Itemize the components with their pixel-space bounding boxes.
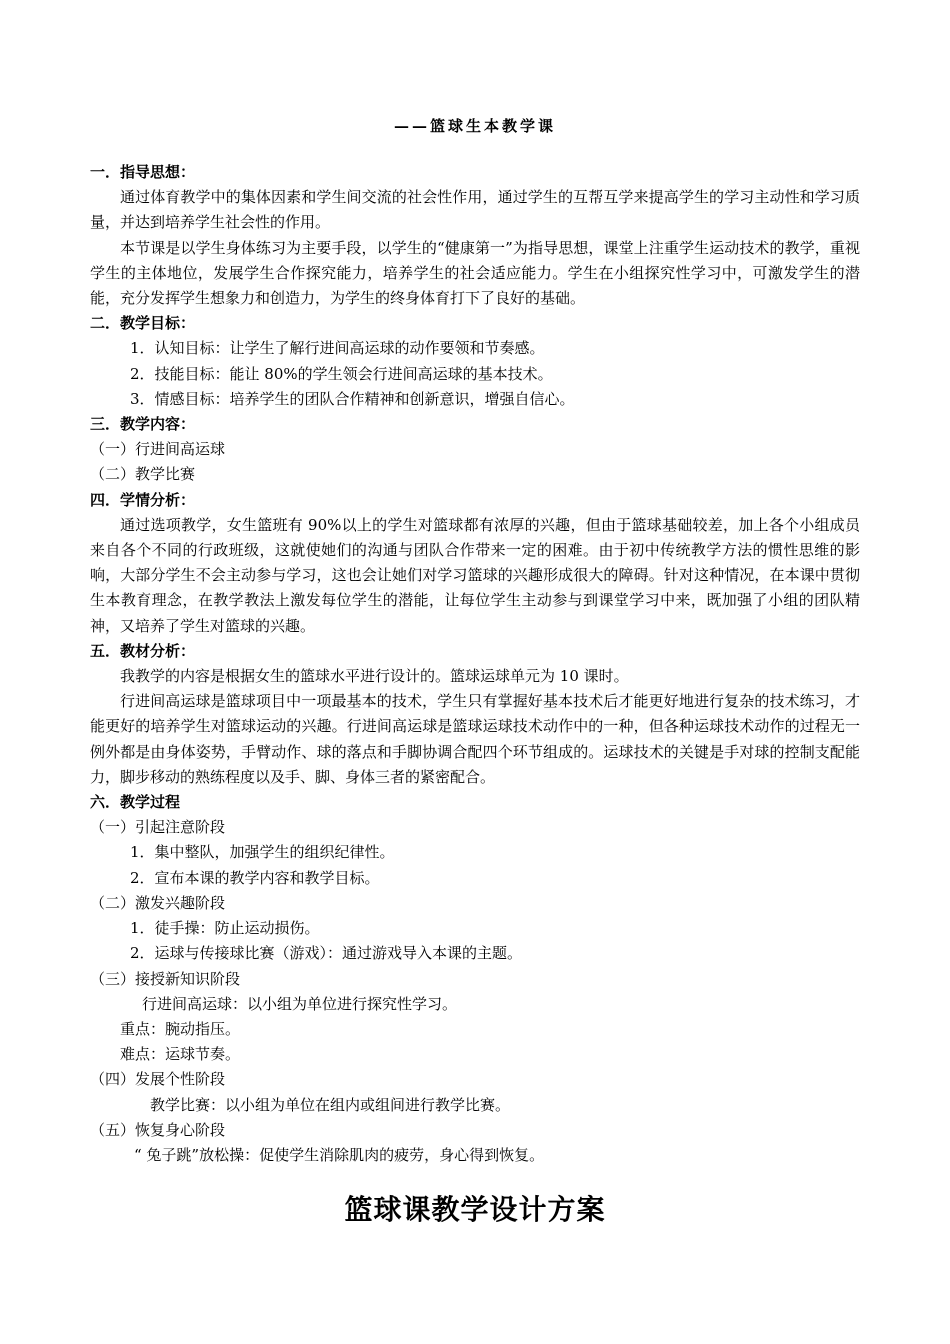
paragraph: 通过体育教学中的集体因素和学生间交流的社会性作用，通过学生的互帮互学来提高学生的学习主动性和学习质量，并达到培养学生社会性的作用。 [90,188,860,232]
stage-heading: （一）引起注意阶段 [90,818,226,837]
section-heading-guiding-thought: 一．指导思想： [90,163,196,181]
list-item: 1．认知目标：让学生了解行进间高运球的动作要领和节奏感。 [130,339,545,358]
list-item: （一）行进间高运球 [90,440,226,459]
list-item: 2．宣布本课的教学内容和教学目标。 [130,868,380,887]
document-title: 篮球课教学设计方案 [344,1193,606,1226]
document-body [90,160,860,1168]
stage-line: 教学比赛：以小组为单位在组内或组间进行教学比赛。 [150,1095,511,1114]
document-subtitle: ——篮球生本教学课 [393,117,556,135]
paragraph: 我教学的内容是根据女生的篮球水平进行设计的。篮球运球单元为 10 课时。 [120,667,629,686]
stage-line: “ 兔子跳”放松操：促使学生消除肌肉的疲劳，身心得到恢复。 [134,1145,545,1164]
key-point: 重点：腕动指压。 [120,1019,241,1038]
paragraph: 通过选项教学，女生篮班有 90%以上的学生对篮球都有浓厚的兴趣，但由于篮球基础较差，加上各个小组成员来自各个不同的行政班级，这就使她们的沟通与团队合作带来一定的困难。由于初中传统教学方法的惯性思维的影响，大部分学生不会主动参与学习，这也会让她们对学习篮球的兴趣形成很大的障碍。针对这种情况，在本课中贯彻生本教育理念，在教学教法上激发每位学生的潜能，让每位学生主动参与到课堂学习中来，既加强了小组的团队精神，又培养了学生对篮球的兴趣。 [90,515,860,635]
section-heading-teaching-process: 六．教学过程 [90,793,181,812]
list-item: 3．情感目标：培养学生的团队合作精神和创新意识，增强自信心。 [130,389,575,408]
paragraph: 行进间高运球是篮球项目中一项最基本的技术，学生只有掌握好基本技术后才能更好地进行复杂的技术练习，才能更好的培养学生对篮球运动的兴趣。行进间高运球是篮球运球技术动作中的一种，但各种运球技术动作的过程无一例外都是由身体姿势，手臂动作、球的落点和手脚协调合配四个环节组成的。运球技术的关键是手对球的控制支配能力，脚步移动的熟练程度以及手、脚、身体三者的紧密配合。 [90,692,860,786]
list-item: 2．运球与传接球比赛（游戏）：通过游戏导入本课的主题。 [130,944,523,963]
list-item: （二）教学比赛 [90,465,196,484]
stage-heading: （二）激发兴趣阶段 [90,893,226,912]
stage-heading: （三）接授新知识阶段 [90,969,241,988]
stage-heading: （四）发展个性阶段 [90,1070,226,1089]
section-heading-teaching-content: 三．教学内容： [90,415,196,434]
section-heading-learner-analysis: 四．学情分析： [90,490,196,509]
stage-line: 行进间高运球：以小组为单位进行探究性学习。 [142,994,458,1013]
list-item: 1．集中整队，加强学生的组织纪律性。 [130,843,395,862]
list-item: 1．徒手操：防止运动损伤。 [130,919,320,938]
difficulty-point: 难点：运球节奏。 [120,1045,241,1064]
list-item: 2．技能目标：能让 80%的学生领会行进间高运球的基本技术。 [130,364,553,383]
stage-heading: （五）恢复身心阶段 [90,1120,226,1139]
section-heading-material-analysis: 五．教材分析： [90,641,196,660]
paragraph: 本节课是以学生身体练习为主要手段，以学生的“健康第一”为指导思想，课堂上注重学生运动技术的教学，重视学生的主体地位，发展学生合作探究能力，培养学生的社会适应能力。学生在小组探究性学习中，可激发学生的潜能，充分发挥学生想象力和创造力，为学生的终身体育打下了良好的基础。 [90,238,860,308]
section-heading-teaching-goals: 二．教学目标： [90,314,196,333]
